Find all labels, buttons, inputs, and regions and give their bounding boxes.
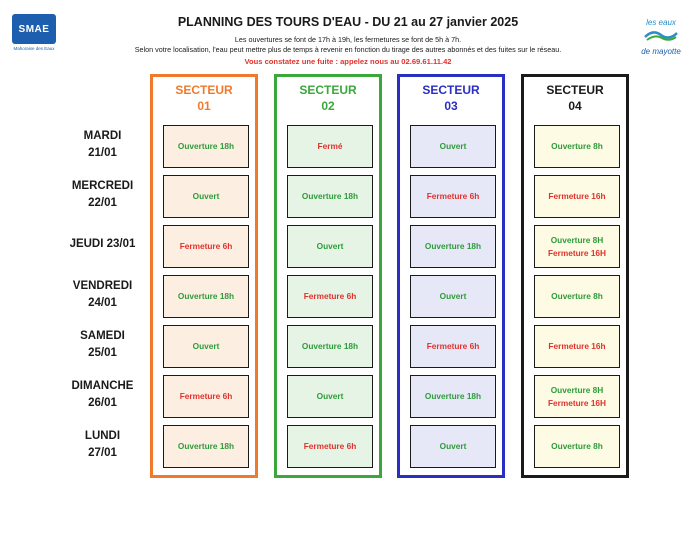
open-status-text: Ouverture 18h xyxy=(301,191,359,201)
day-name: DIMANCHE xyxy=(71,380,134,392)
schedule-cell xyxy=(163,375,249,418)
day-name: MERCREDI xyxy=(71,180,134,192)
schedule-cell xyxy=(410,225,496,268)
schedule-cell xyxy=(163,225,249,268)
sector-title xyxy=(400,82,502,114)
day-date: 27/01 xyxy=(88,447,117,459)
open-status-text: Ouverture 18h xyxy=(177,291,235,301)
sector-column-04 xyxy=(521,74,629,478)
day-label xyxy=(60,236,145,253)
smae-logo-subtext: Mahoraise des Eaux xyxy=(13,46,55,51)
closed-status-text: Fermeture 16h xyxy=(548,341,606,351)
day-name: JEUDI 23/01 xyxy=(69,238,136,250)
day-label xyxy=(60,128,145,162)
logo-right-line1: les eaux xyxy=(646,18,676,27)
schedule-cell xyxy=(410,275,496,318)
leak-notice: Vous constatez une fuite : appelez nous au 02.69.61.11.42 xyxy=(244,57,452,66)
schedule-cell xyxy=(534,275,620,318)
sector-label: SECTEUR xyxy=(299,83,357,97)
day-label xyxy=(60,428,145,462)
open-status-text: Ouvert xyxy=(316,241,344,251)
smae-logo-badge: SMAE xyxy=(12,14,56,44)
closed-status-text: Fermeture 6h xyxy=(426,341,480,351)
sector-number: 04 xyxy=(568,99,582,113)
sector-title xyxy=(277,82,379,114)
schedule-cell xyxy=(534,425,620,468)
sector-column-01 xyxy=(150,74,258,478)
sector-label: SECTEUR xyxy=(175,83,233,97)
open-status-text: Ouvert xyxy=(439,291,467,301)
open-status-text: Ouverture 8H xyxy=(550,384,604,395)
schedule-cell xyxy=(287,225,373,268)
closed-status-text: Fermeture 16H xyxy=(547,247,607,258)
sector-label: SECTEUR xyxy=(546,83,604,97)
closed-status-text: Fermeture 6h xyxy=(179,241,233,251)
day-name: SAMEDI xyxy=(80,330,125,342)
day-label xyxy=(60,278,145,312)
schedule-cell xyxy=(534,125,620,168)
schedule-cell xyxy=(410,325,496,368)
day-date: 22/01 xyxy=(88,197,117,209)
schedule-cell xyxy=(163,275,249,318)
schedule-cell xyxy=(287,375,373,418)
schedule-cell xyxy=(287,175,373,218)
schedule-cell xyxy=(287,125,373,168)
open-status-text: Ouvert xyxy=(439,441,467,451)
schedule-cell xyxy=(287,325,373,368)
schedule-cell xyxy=(534,175,620,218)
schedule-cell xyxy=(534,375,620,418)
open-status-text: Ouvert xyxy=(192,191,220,201)
day-name: LUNDI xyxy=(84,430,121,442)
open-status-text: Ouverture 18h xyxy=(424,241,482,251)
sector-column-02 xyxy=(274,74,382,478)
schedule-cell xyxy=(534,325,620,368)
open-status-text: Ouvert xyxy=(192,341,220,351)
sector-number: 02 xyxy=(321,99,335,113)
schedule-cell xyxy=(163,325,249,368)
day-date: 21/01 xyxy=(88,147,117,159)
day-date: 25/01 xyxy=(88,347,117,359)
schedule-cell xyxy=(410,375,496,418)
closed-status-text: Fermeture 16H xyxy=(547,397,607,408)
schedule-cell xyxy=(410,125,496,168)
sector-column-03 xyxy=(397,74,505,478)
schedule-cell xyxy=(534,225,620,268)
schedule-info-text: Les ouvertures se font de 17h à 19h, les fermetures se font de 5h à 7h. xyxy=(234,35,462,44)
open-status-text: Ouverture 18h xyxy=(177,441,235,451)
open-status-text: Ouverture 8h xyxy=(551,291,603,301)
open-status-text: Ouvert xyxy=(439,141,467,151)
sector-number: 01 xyxy=(197,99,211,113)
sector-title xyxy=(524,82,626,114)
schedule-cell xyxy=(163,425,249,468)
day-name: MARDI xyxy=(83,130,122,142)
day-date: 24/01 xyxy=(88,297,117,309)
schedule-cell xyxy=(287,275,373,318)
logo-right-line2: de mayotte xyxy=(641,47,681,56)
closed-status-text: Fermeture 6h xyxy=(426,191,480,201)
closed-status-text: Fermeture 6h xyxy=(303,441,357,451)
open-status-text: Ouverture 18h xyxy=(177,141,235,151)
closed-status-text: Fermé xyxy=(317,141,343,151)
open-status-text: Ouvert xyxy=(316,391,344,401)
sector-number: 03 xyxy=(444,99,458,113)
closed-status-text: Fermeture 16h xyxy=(548,191,606,201)
closed-status-text: Fermeture 6h xyxy=(303,291,357,301)
network-info-text: Selon votre localisation, l'eau peut mettre plus de temps à revenir en fonction du tirage des autres abonnés et des fuites sur le réseau. xyxy=(134,45,562,54)
page-title: PLANNING DES TOURS D'EAU - DU 21 au 27 janvier 2025 xyxy=(177,15,519,29)
schedule-cell xyxy=(410,425,496,468)
open-status-text: Ouverture 18h xyxy=(301,341,359,351)
sector-label: SECTEUR xyxy=(422,83,480,97)
schedule-cell xyxy=(287,425,373,468)
schedule-cell xyxy=(163,175,249,218)
day-name: VENDREDI xyxy=(72,280,133,292)
day-label xyxy=(60,378,145,412)
open-status-text: Ouverture 8h xyxy=(551,141,603,151)
open-status-text: Ouverture 8H xyxy=(550,234,604,245)
schedule-cell xyxy=(163,125,249,168)
day-date: 26/01 xyxy=(88,397,117,409)
sector-title xyxy=(153,82,255,114)
schedule-cell xyxy=(410,175,496,218)
day-label xyxy=(60,178,145,212)
closed-status-text: Fermeture 6h xyxy=(179,391,233,401)
open-status-text: Ouverture 18h xyxy=(424,391,482,401)
open-status-text: Ouverture 8h xyxy=(551,441,603,451)
day-label xyxy=(60,328,145,362)
